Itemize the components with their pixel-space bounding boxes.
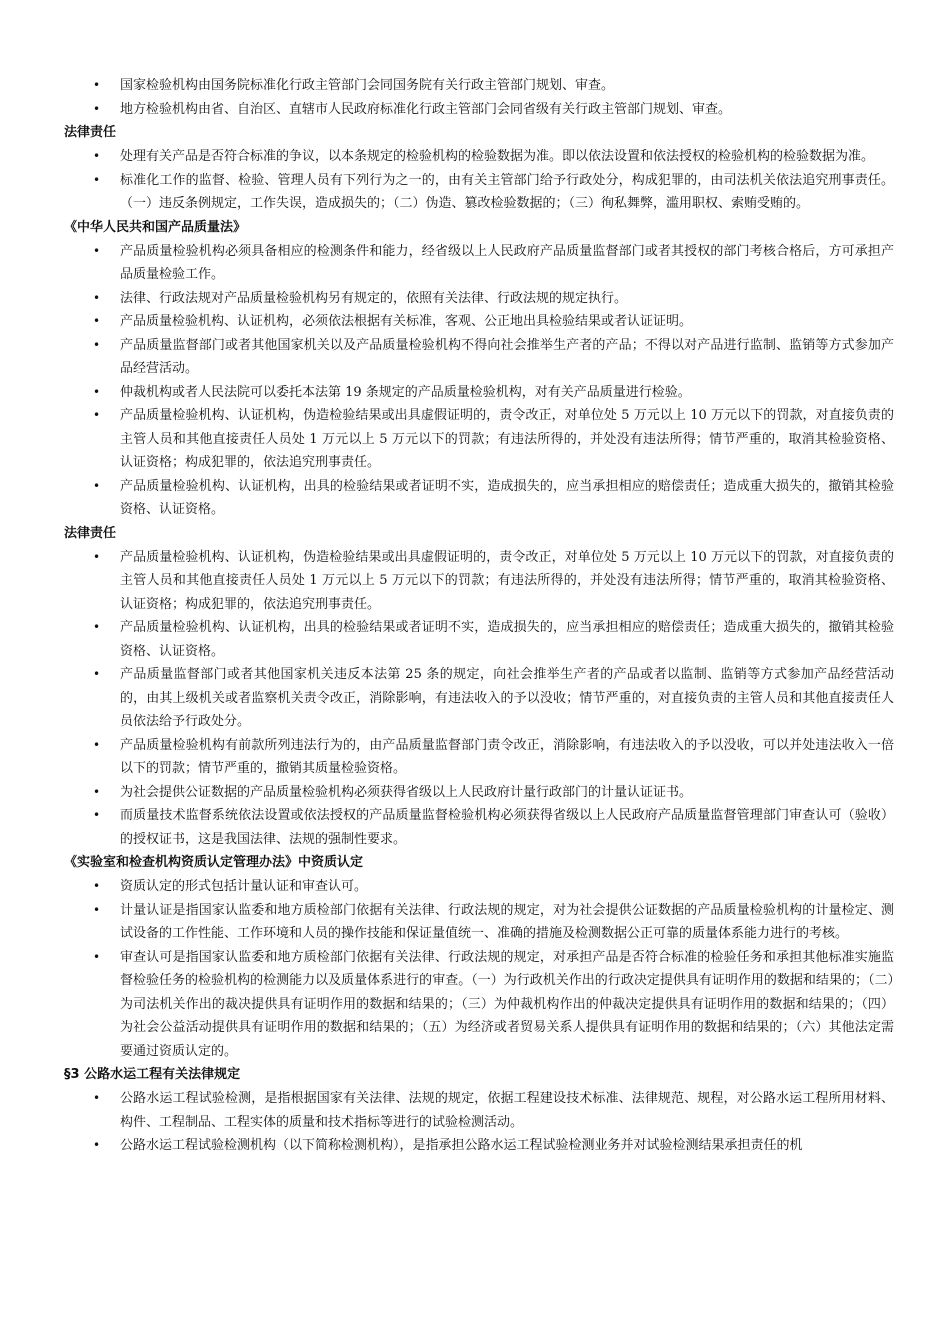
list-item: • 法律、行政法规对产品质量检验机构另有规定的，依照有关法律、行政法规的规定执行。 xyxy=(120,287,894,311)
section-heading: §3 公路水运工程有关法律规定 xyxy=(64,1067,241,1082)
section-heading: 《实验室和检查机构资质认定管理办法》中资质认定 xyxy=(64,855,364,870)
section-heading: 《中华人民共和国产品质量法》 xyxy=(64,219,247,235)
list-item: • 产品质量监督部门或者其他国家机关以及产品质量检验机构不得向社会推举生产者的产品；不得以对产品进行监制、监销等方式参加产品经营活动。 xyxy=(120,334,894,381)
bullet-list xyxy=(64,74,894,121)
bullet-list xyxy=(64,1087,894,1158)
list-item: • 国家检验机构由国务院标准化行政主管部门会同国务院有关行政主管部门规划、审查。 xyxy=(120,74,894,98)
list-item: • 仲裁机构或者人民法院可以委托本法第 19 条规定的产品质量检验机构，对有关产品质量进行检验。 xyxy=(120,381,894,405)
list-item: • 产品质量检验机构必须具备相应的检测条件和能力，经省级以上人民政府产品质量监督部门或者其授权的部门考核合格后，方可承担产品质量检验工作。 xyxy=(120,240,894,287)
list-item: • 为社会提供公证数据的产品质量检验机构必须获得省级以上人民政府计量行政部门的计量认证证书。 xyxy=(120,781,894,805)
list-item: • 处理有关产品是否符合标准的争议，以本条规定的检验机构的检验数据为准。即以依法设置和依法授权的检验机构的检验数据为准。 xyxy=(120,145,894,169)
list-item: • 产品质量监督部门或者其他国家机关违反本法第 25 条的规定，向社会推举生产者的产品或者以监制、监销等方式参加产品经营活动的，由其上级机关或者监察机关责令改正，消除影响，有违法收入的予以没收；情节严重的，对直接负责的主管人员和其他直接责任人员依法给予行政处分。 xyxy=(120,663,894,734)
list-item: • 公路水运工程试验检测，是指根据国家有关法律、法规的规定，依据工程建设技术标准、法律规范、规程，对公路水运工程所用材料、构件、工程制品、工程实体的质量和技术指标等进行的试验检测活动。 xyxy=(120,1087,894,1134)
list-item: • 而质量技术监督系统依法设置或依法授权的产品质量监督检验机构必须获得省级以上人民政府产品质量监督管理部门审查认可（验收）的授权证书，这是我国法律、法规的强制性要求。 xyxy=(120,804,894,851)
section-heading: 法律责任 xyxy=(64,125,117,140)
list-item: • 资质认定的形式包括计量认证和审查认可。 xyxy=(120,875,894,899)
bullet-list xyxy=(64,875,894,1063)
list-item: • 地方检验机构由省、自治区、直辖市人民政府标准化行政主管部门会同省级有关行政主管部门规划、审查。 xyxy=(120,98,894,122)
list-item: • 产品质量检验机构、认证机构，伪造检验结果或出具虚假证明的，责令改正，对单位处 5 万元以上 10 万元以下的罚款，对直接负责的主管人员和其他直接责任人员处 1 万元以上 5 万元以下的罚款；有违法所得的，并处没有违法所得；情节严重的，取消其检验资格、认证资格；构成犯罪的，依法追究刑事责任。 xyxy=(120,404,894,475)
bullet-list xyxy=(64,145,894,216)
bullet-list xyxy=(64,240,894,522)
list-item: • 产品质量检验机构、认证机构，必须依法根据有关标准，客观、公正地出具检验结果或者认证证明。 xyxy=(120,310,894,334)
list-item: • 审查认可是指国家认监委和地方质检部门依据有关法律、行政法规的规定，对承担产品是否符合标准的检验任务和承担其他标准实施监督检验任务的检验机构的检测能力以及质量体系进行的审查。（一）为行政机关作出的行政决定提供具有证明作用的数据和结果的；（二）为司法机关作出的裁决提供具有证明作用的数据和结果的；（三）为仲裁机构作出的仲裁决定提供具有证明作用的数据和结果的；（四）为社会公益活动提供具有证明作用的数据和结果的；（五）为经济或者贸易关系人提供具有证明作用的数据和结果的；（六）其他法定需要通过资质认定的。 xyxy=(120,946,894,1064)
list-item: • 产品质量检验机构、认证机构，出具的检验结果或者证明不实，造成损失的，应当承担相应的赔偿责任；造成重大损失的，撤销其检验资格、认证资格。 xyxy=(120,616,894,663)
list-item: • 产品质量检验机构有前款所列违法行为的，由产品质量监督部门责令改正，消除影响，有违法收入的予以没收，可以并处违法收入一倍以下的罚款；情节严重的，撤销其质量检验资格。 xyxy=(120,734,894,781)
list-item: • 产品质量检验机构、认证机构，出具的检验结果或者证明不实，造成损失的，应当承担相应的赔偿责任；造成重大损失的，撤销其检验资格、认证资格。 xyxy=(120,475,894,522)
bullet-list xyxy=(64,546,894,852)
list-item: • 产品质量检验机构、认证机构，伪造检验结果或出具虚假证明的，责令改正，对单位处 5 万元以上 10 万元以下的罚款，对直接负责的主管人员和其他直接责任人员处 1 万元以上 5 万元以下的罚款；有违法所得的，并处没有违法所得；情节严重的，取消其检验资格、认证资格；构成犯罪的，依法追究刑事责任。 xyxy=(120,546,894,617)
section-heading: 法律责任 xyxy=(64,525,117,541)
list-item: • 标准化工作的监督、检验、管理人员有下列行为之一的，由有关主管部门给予行政处分，构成犯罪的，由司法机关依法追究刑事责任。（一）违反条例规定，工作失误，造成损失的；（二）伪造、篡改检验数据的；（三）徇私舞弊，滥用职权、索贿受贿的。 xyxy=(120,169,894,216)
list-item: • 计量认证是指国家认监委和地方质检部门依据有关法律、行政法规的规定，对为社会提供公证数据的产品质量检验机构的计量检定、测试设备的工作性能、工作环境和人员的操作技能和保证量值统一、准确的措施及检测数据公正可靠的质量体系能力进行的考核。 xyxy=(120,899,894,946)
list-item: • 公路水运工程试验检测机构（以下简称检测机构），是指承担公路水运工程试验检测业务并对试验检测结果承担责任的机 xyxy=(120,1134,894,1158)
